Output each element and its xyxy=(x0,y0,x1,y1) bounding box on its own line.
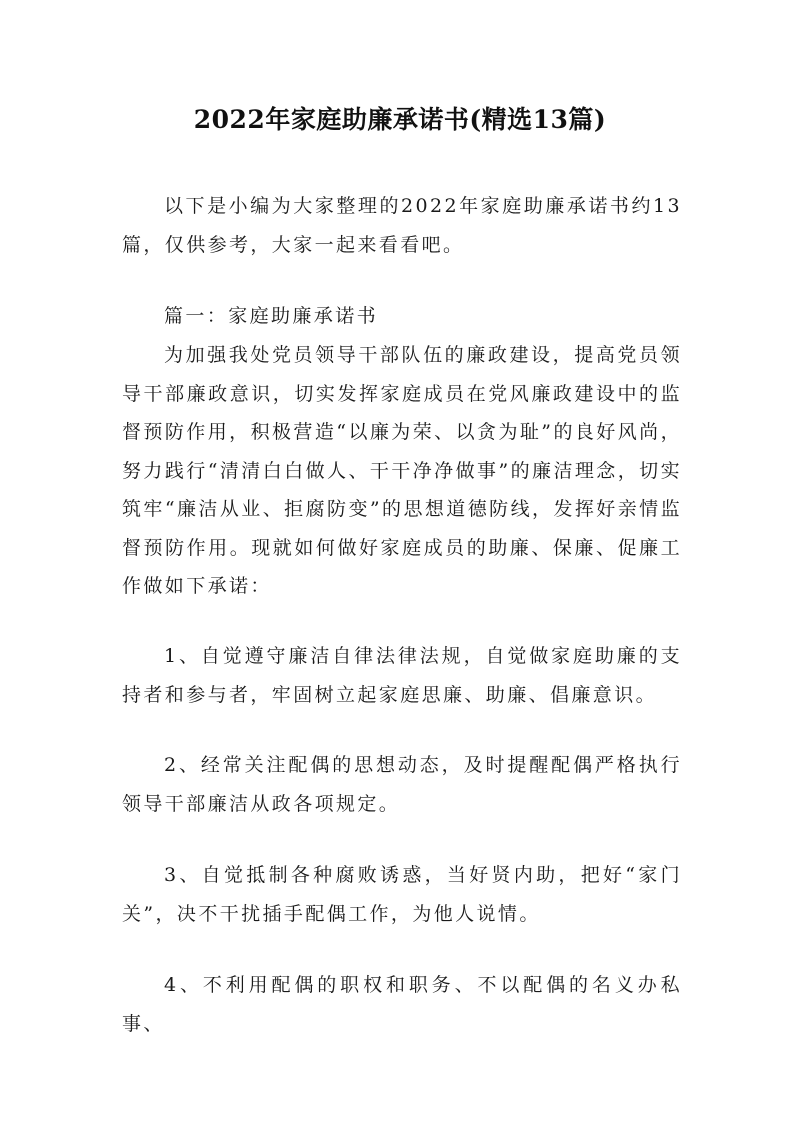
intro-paragraph: 以下是小编为大家整理的2022年家庭助廉承诺书约13篇，仅供参考，大家一起来看看吧。 xyxy=(122,195,682,256)
commitment-item-2: 2、经常关注配偶的思想动态，及时提醒配偶严格执行领导干部廉洁从政各项规定。 xyxy=(122,754,682,815)
commitment-item-1: 1、自觉遵守廉洁自律法律法规，自觉做家庭助廉的支持者和参与者，牢固树立起家庭思廉、助廉、倡廉意识。 xyxy=(122,645,682,706)
commitment-item-3: 3、自觉抵制各种腐败诱惑，当好贤内助，把好“家门关”，决不干扰插手配偶工作，为他人说情。 xyxy=(122,864,682,925)
document-title: 2022年家庭助廉承诺书(精选13篇) xyxy=(193,105,607,134)
commitment-item-4: 4、不利用配偶的职权和职务、不以配偶的名义办私事、 xyxy=(122,974,682,1035)
preamble-paragraph: 为加强我处党员领导干部队伍的廉政建设，提高党员领导干部廉政意识，切实发挥家庭成员在党风廉政建设中的监督预防作用，积极营造“以廉为荣、以贪为耻”的良好风尚，努力践行“清清白白做人、干干净净做事”的廉洁理念，切实筑牢“廉洁从业、拒腐防变”的思想道德防线，发挥好亲情监督预防作用。现就如何做好家庭成员的助廉、保廉、促廉工作做如下承诺： xyxy=(122,344,682,597)
section-heading: 篇一：家庭助廉承诺书 xyxy=(164,305,379,327)
